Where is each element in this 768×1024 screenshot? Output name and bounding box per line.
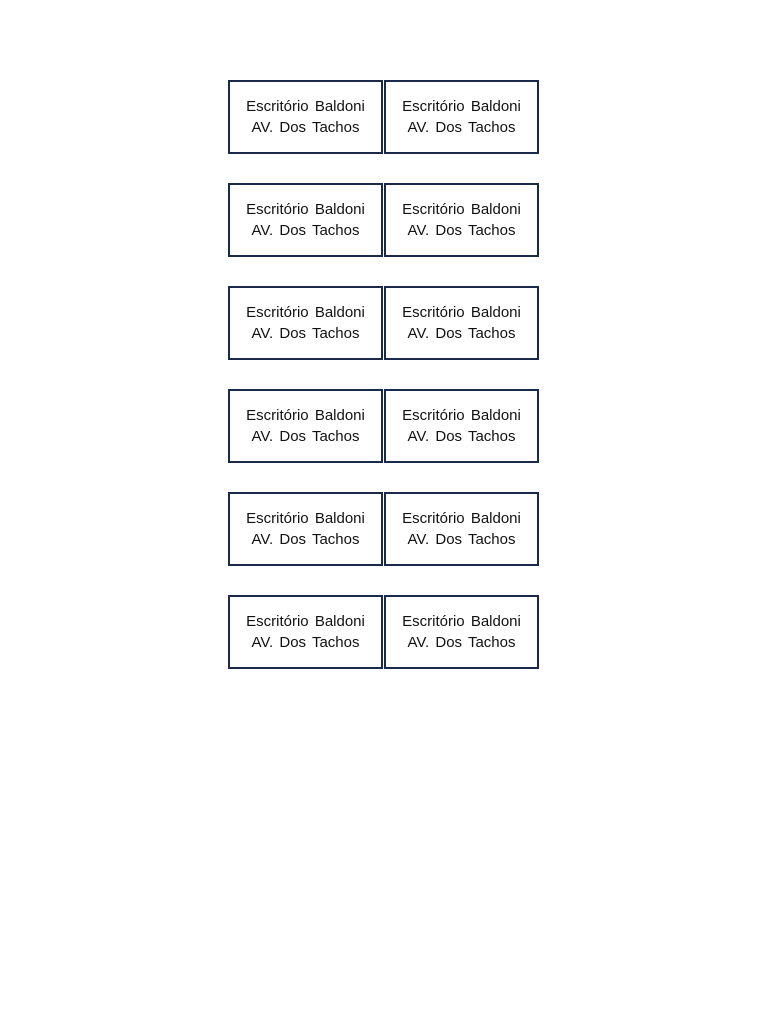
address-label xyxy=(384,80,539,154)
label-address: AV. Dos Tachos xyxy=(251,634,360,651)
label-name: Escritório Baldoni xyxy=(246,407,365,424)
address-label xyxy=(228,80,383,154)
label-address: AV. Dos Tachos xyxy=(407,119,516,136)
address-label xyxy=(228,389,383,463)
label-grid xyxy=(228,80,539,698)
label-address: AV. Dos Tachos xyxy=(407,325,516,342)
label-address: AV. Dos Tachos xyxy=(407,634,516,651)
label-address: AV. Dos Tachos xyxy=(251,325,360,342)
address-label xyxy=(384,492,539,566)
address-label xyxy=(228,595,383,669)
label-row xyxy=(228,389,539,463)
label-name: Escritório Baldoni xyxy=(246,304,365,321)
label-name: Escritório Baldoni xyxy=(246,98,365,115)
label-name: Escritório Baldoni xyxy=(402,510,521,527)
address-label xyxy=(384,389,539,463)
address-label xyxy=(384,286,539,360)
label-row xyxy=(228,183,539,257)
label-row xyxy=(228,492,539,566)
address-label xyxy=(228,492,383,566)
label-address: AV. Dos Tachos xyxy=(407,428,516,445)
label-address: AV. Dos Tachos xyxy=(251,222,360,239)
label-address: AV. Dos Tachos xyxy=(251,531,360,548)
address-label xyxy=(384,595,539,669)
label-name: Escritório Baldoni xyxy=(246,201,365,218)
label-name: Escritório Baldoni xyxy=(402,201,521,218)
label-name: Escritório Baldoni xyxy=(402,613,521,630)
label-name: Escritório Baldoni xyxy=(402,304,521,321)
address-label xyxy=(384,183,539,257)
address-label xyxy=(228,286,383,360)
label-name: Escritório Baldoni xyxy=(246,613,365,630)
label-name: Escritório Baldoni xyxy=(246,510,365,527)
label-address: AV. Dos Tachos xyxy=(251,119,360,136)
address-label xyxy=(228,183,383,257)
label-row xyxy=(228,595,539,669)
label-name: Escritório Baldoni xyxy=(402,98,521,115)
label-name: Escritório Baldoni xyxy=(402,407,521,424)
label-address: AV. Dos Tachos xyxy=(407,222,516,239)
label-row xyxy=(228,286,539,360)
label-address: AV. Dos Tachos xyxy=(251,428,360,445)
label-address: AV. Dos Tachos xyxy=(407,531,516,548)
label-row xyxy=(228,80,539,154)
